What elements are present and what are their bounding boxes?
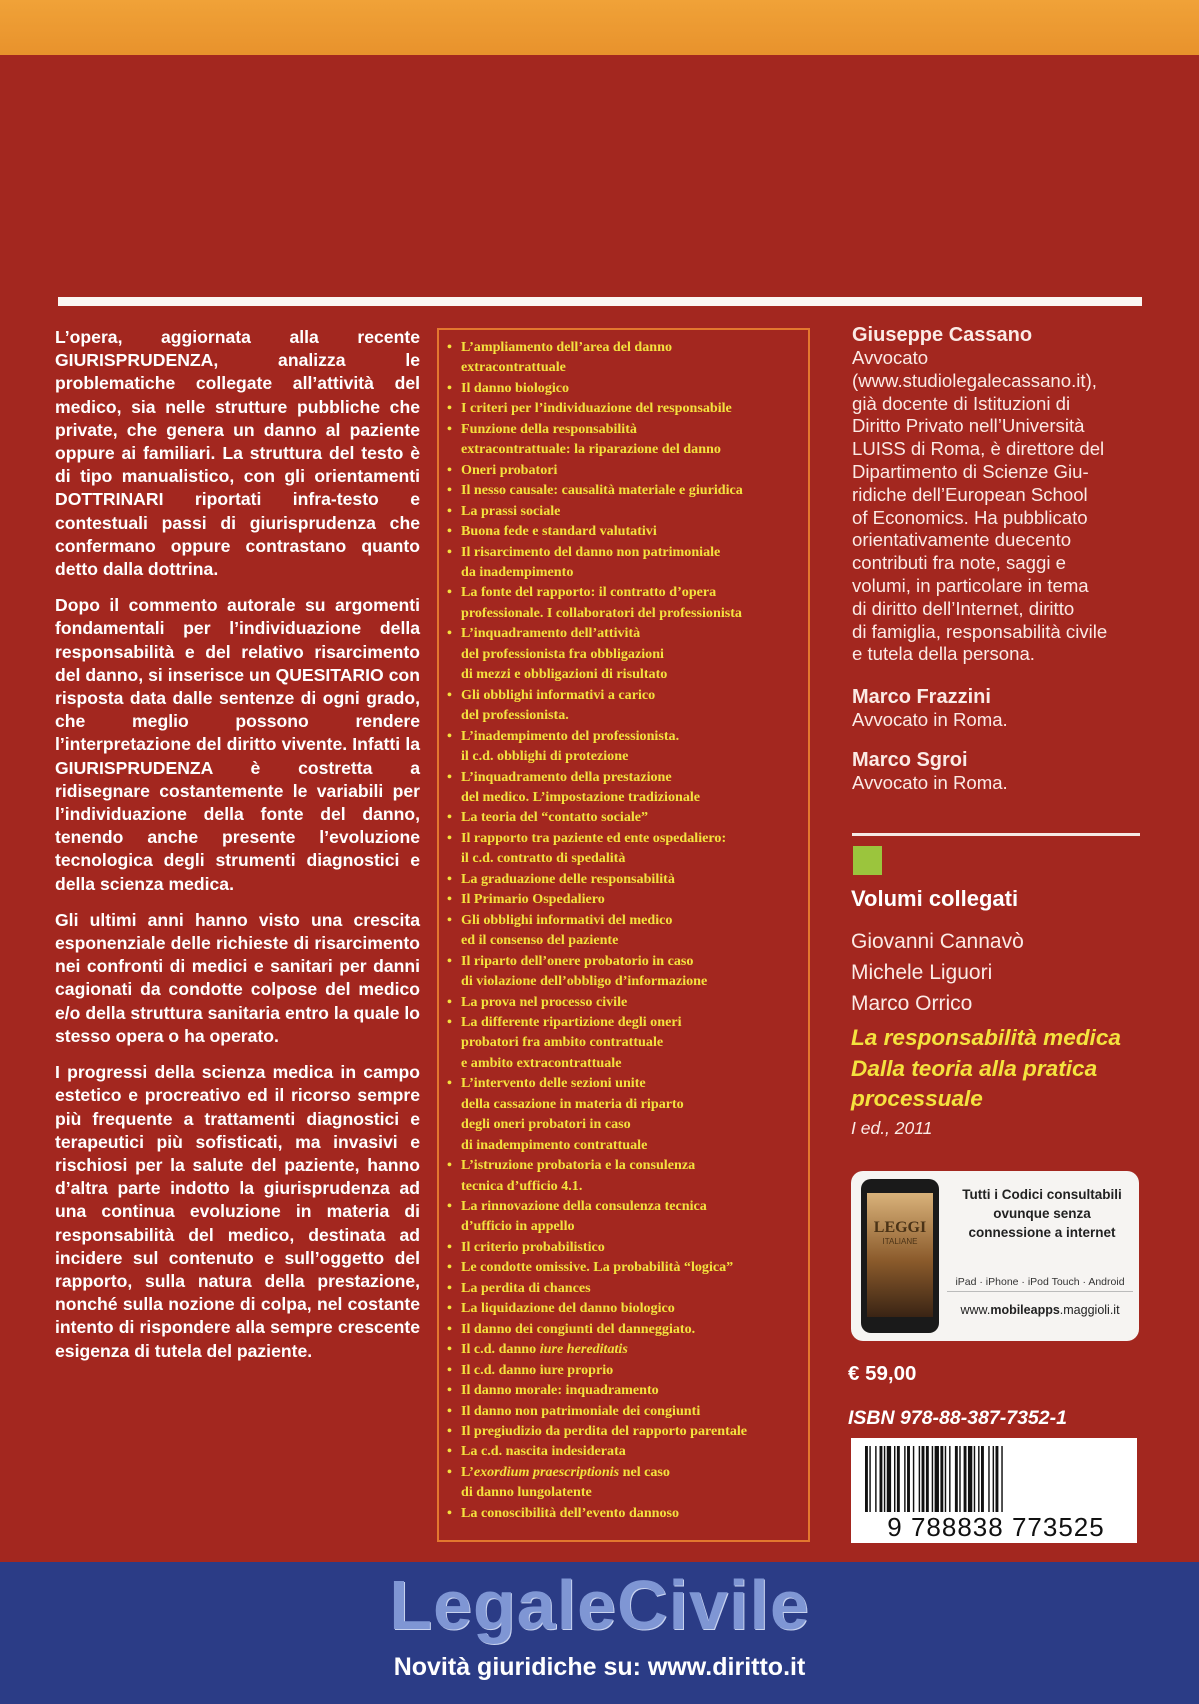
barcode-bar bbox=[959, 1446, 960, 1512]
toc-item bbox=[447, 1155, 807, 1196]
intro-text bbox=[55, 326, 420, 1376]
toc-item bbox=[447, 1319, 807, 1339]
toc-line: extracontrattuale bbox=[461, 359, 566, 376]
toc-line: extracontrattuale: la riparazione del danno bbox=[461, 441, 721, 458]
barcode bbox=[851, 1438, 1137, 1543]
toc-item bbox=[447, 910, 807, 951]
toc-item bbox=[447, 685, 807, 726]
phone-subtitle: ITALIANE bbox=[882, 1237, 918, 1246]
toc-line: Il danno non patrimoniale dei congiunti bbox=[461, 1402, 701, 1419]
barcode-bar bbox=[945, 1446, 946, 1512]
toc-line: La fonte del rapporto: il contratto d’opera bbox=[461, 584, 717, 601]
author-desc-line: di diritto dell’Internet, diritto bbox=[852, 597, 1075, 619]
ad-divider bbox=[947, 1291, 1133, 1292]
barcode-bar bbox=[932, 1446, 933, 1512]
toc-line: Il riparto dell’onere probatorio in caso bbox=[461, 952, 694, 969]
volumi-author: Giovanni Cannavò bbox=[851, 930, 1024, 953]
barcode-bar bbox=[880, 1446, 883, 1512]
toc-line: Il pregiudizio da perdita del rapporto parentale bbox=[461, 1423, 748, 1440]
ad-headline bbox=[952, 1185, 1132, 1242]
barcode-bar bbox=[988, 1446, 989, 1512]
volumi-heading: Volumi collegati bbox=[851, 886, 1019, 911]
volumi-author: Marco Orrico bbox=[851, 992, 973, 1015]
author-desc-line: Avvocato in Roma. bbox=[852, 709, 1008, 730]
toc-line: del medico. L’impostazione tradizionale bbox=[461, 788, 701, 805]
toc-item bbox=[447, 992, 807, 1012]
barcode-bar bbox=[955, 1446, 958, 1512]
brand-logo: LegaleCivile bbox=[389, 1566, 810, 1644]
barcode-bar bbox=[894, 1446, 895, 1512]
toc-item bbox=[447, 521, 807, 541]
barcode-bar bbox=[869, 1446, 870, 1512]
toc-line: d’ufficio in appello bbox=[461, 1218, 575, 1235]
toc-item bbox=[447, 419, 807, 460]
ad-devices: iPad · iPhone · iPod Touch · Android bbox=[955, 1276, 1125, 1288]
author-desc-line: e tutela della persona. bbox=[852, 643, 1035, 665]
barcode-bar bbox=[968, 1446, 972, 1512]
toc-line: L’istruzione probatoria e la consulenza bbox=[461, 1157, 696, 1174]
toc-item bbox=[447, 1257, 807, 1277]
mobile-app-ad bbox=[851, 1171, 1139, 1341]
toc-item bbox=[447, 378, 807, 398]
authors-divider bbox=[852, 833, 1140, 836]
isbn: ISBN 978-88-387-7352-1 bbox=[848, 1407, 1067, 1429]
barcode-number: 9 788838 773525 bbox=[887, 1512, 1105, 1542]
barcode-bar bbox=[865, 1446, 868, 1512]
phone-title: LEGGI bbox=[873, 1219, 927, 1236]
toc-line: Il c.d. danno iure hereditatis bbox=[461, 1341, 628, 1358]
author-desc-line: (www.studiolegalecassano.it), bbox=[852, 369, 1097, 391]
toc-line: tecnica d’ufficio 4.1. bbox=[461, 1177, 583, 1194]
toc-item bbox=[447, 1237, 807, 1257]
toc-item bbox=[447, 1401, 807, 1421]
toc-item bbox=[447, 1441, 807, 1461]
toc-line: Il criterio probabilistico bbox=[461, 1238, 605, 1255]
green-square-marker bbox=[853, 846, 882, 875]
author-desc-line: Dipartimento di Scienze Giu- bbox=[852, 460, 1089, 482]
author-name: Marco Frazzini bbox=[852, 686, 991, 708]
author-desc-line: volumi, in particolare in tema bbox=[852, 574, 1089, 596]
toc-item bbox=[447, 1462, 807, 1503]
barcode-bar bbox=[919, 1446, 920, 1512]
toc-item bbox=[447, 1196, 807, 1237]
phone-screen bbox=[867, 1193, 933, 1317]
toc-line: Buona fede e standard valutativi bbox=[461, 523, 657, 540]
barcode-bar bbox=[1001, 1446, 1002, 1512]
top-divider bbox=[58, 297, 1142, 306]
author-name: Giuseppe Cassano bbox=[852, 324, 1033, 346]
toc-item bbox=[447, 726, 807, 767]
toc-line: Il rapporto tra paziente ed ente ospedaliero: bbox=[461, 829, 727, 846]
toc-line: il c.d. obblighi di protezione bbox=[461, 748, 629, 765]
ad-url-suffix: .maggioli.it bbox=[1059, 1303, 1120, 1317]
author-desc-line: of Economics. Ha pubblicato bbox=[852, 506, 1088, 528]
toc-line: il c.d. contratto di spedalità bbox=[461, 850, 626, 867]
toc-line: Funzione della responsabilità bbox=[461, 420, 637, 437]
toc-item bbox=[447, 460, 807, 480]
toc-line: del professionista. bbox=[461, 707, 569, 724]
toc-line: L’exordium praescriptionis nel caso bbox=[461, 1463, 670, 1480]
toc-line: ed il consenso del paziente bbox=[461, 932, 619, 949]
volumi-title-line: La responsabilità medica bbox=[851, 1025, 1121, 1050]
toc-line: La rinnovazione della consulenza tecnica bbox=[461, 1198, 707, 1215]
toc-line: La teoria del “contatto sociale” bbox=[461, 809, 649, 826]
author-desc-line: orientativamente duecento bbox=[852, 529, 1072, 551]
table-of-contents bbox=[447, 337, 807, 1523]
toc-line: La prova nel processo civile bbox=[461, 993, 628, 1010]
author-desc-line: Avvocato in Roma. bbox=[852, 772, 1008, 793]
volumi-title-line: Dalla teoria alla pratica bbox=[851, 1055, 1098, 1081]
toc-line: professionale. I collaboratori del professionista bbox=[461, 604, 742, 621]
toc-line: La differente ripartizione degli oneri bbox=[461, 1013, 682, 1030]
toc-line: Il danno morale: inquadramento bbox=[461, 1382, 659, 1399]
toc-item bbox=[447, 542, 807, 583]
barcode-bar bbox=[884, 1446, 885, 1512]
barcode-bar bbox=[904, 1446, 905, 1512]
author-desc-line: Avvocato bbox=[852, 347, 929, 368]
barcode-bar bbox=[913, 1446, 914, 1512]
phone-image bbox=[861, 1179, 939, 1333]
toc-line: L’intervento delle sezioni unite bbox=[461, 1075, 646, 1092]
toc-line: di inadempimento contrattuale bbox=[461, 1136, 648, 1153]
barcode-bar bbox=[907, 1446, 910, 1512]
toc-line: Il Primario Ospedaliero bbox=[461, 891, 605, 908]
toc-line: La graduazione delle responsabilità bbox=[461, 870, 675, 887]
toc-line: L’inquadramento della prestazione bbox=[461, 768, 672, 785]
author-desc-line: LUISS di Roma, è direttore del bbox=[852, 438, 1105, 460]
volumi-author: Michele Liguori bbox=[851, 961, 993, 984]
toc-item bbox=[447, 1012, 807, 1073]
tagline: Novità giuridiche su: www.diritto.it bbox=[393, 1653, 806, 1681]
ad-url-bold: mobileapps bbox=[990, 1303, 1060, 1317]
author-name: Marco Sgroi bbox=[852, 749, 968, 771]
barcode-bar bbox=[996, 1446, 999, 1512]
author-block bbox=[852, 324, 1152, 666]
toc-item bbox=[447, 1503, 807, 1523]
barcode-bar bbox=[940, 1446, 943, 1512]
toc-line: Gli obblighi informativi del medico bbox=[461, 911, 673, 928]
toc-line: Il danno dei congiunti del danneggiato. bbox=[461, 1320, 696, 1337]
toc-line: La liquidazione del danno biologico bbox=[461, 1300, 675, 1317]
intro-paragraph-2: Dopo il commento autorale su argomenti fondamentali per l’individuazione della responsabilità e del relativo risarcimento del danno, si inserisce un QUESITARIO con risposta data dalle sentenze di ogni grado, che meglio possono rendere l’interpretazione del diritto vivente. Infatti la GIURISPRUDENZA è costretta a ridisegnare costantemente le variabili per l’individuazione della fonte del danno, tenendo anche presente l’evoluzione tecnologica degli strumenti diagnostici e della scienza medica. bbox=[55, 595, 420, 894]
toc-line: L’inquadramento dell’attività bbox=[461, 625, 641, 642]
volumi-edition: I ed., 2011 bbox=[851, 1118, 933, 1138]
toc-line: della cassazione in materia di riparto bbox=[461, 1095, 684, 1112]
toc-line: probatori fra ambito contrattuale bbox=[461, 1034, 664, 1051]
intro-paragraph-1: L’opera, aggiornata alla recente GIURISPRUDENZA, analizza le problematiche collegate all’attività del medico, sia nelle strutture pubbliche che private, che genera un danno al paziente oppure ai familiari. La struttura del testo è di tipo manualistico, con gli orientamenti DOTTRINARI riportati infra-testo e contestuali passi di giurisprudenza che confermano oppure contrastano quanto detto dalla dottrina. bbox=[55, 327, 420, 580]
toc-line: Gli obblighi informativi a carico bbox=[461, 686, 656, 703]
toc-item bbox=[447, 1380, 807, 1400]
author-desc-line: Diritto Privato nell’Università bbox=[852, 415, 1085, 437]
author-desc-line: contributi fra note, saggi e bbox=[852, 552, 1066, 574]
barcode-bar bbox=[981, 1446, 984, 1512]
toc-line: Il risarcimento del danno non patrimoniale bbox=[461, 543, 721, 560]
toc-line: Il c.d. danno iure proprio bbox=[461, 1361, 614, 1378]
intro-paragraph-3: Gli ultimi anni hanno visto una crescita esponenziale delle richieste di risarcimento nei confronti di medici e sanitari per danni cagionati da condotte colpose del medico e/o della struttura sanitaria entro la quale lo stesso opera o ha operato. bbox=[55, 909, 420, 1046]
toc-item bbox=[447, 828, 807, 869]
toc-item bbox=[447, 869, 807, 889]
toc-item bbox=[447, 1278, 807, 1298]
toc-item bbox=[447, 1339, 807, 1359]
toc-line: e ambito extracontrattuale bbox=[461, 1054, 622, 1071]
toc-line: di mezzi e obbligazioni di risultato bbox=[461, 666, 668, 683]
toc-item bbox=[447, 951, 807, 992]
toc-line: del professionista fra obbligazioni bbox=[461, 645, 664, 662]
toc-item bbox=[447, 767, 807, 808]
price: € 59,00 bbox=[848, 1362, 917, 1385]
toc-line: Le condotte omissive. La probabilità “logica” bbox=[461, 1259, 734, 1276]
toc-line: Il danno biologico bbox=[461, 379, 570, 396]
volumi-title bbox=[851, 1023, 1151, 1115]
toc-line: Il nesso causale: causalità materiale e giuridica bbox=[461, 482, 743, 499]
barcode-bar bbox=[897, 1446, 900, 1512]
barcode-bar bbox=[993, 1446, 994, 1512]
toc-item bbox=[447, 1421, 807, 1441]
toc-item bbox=[447, 623, 807, 684]
ad-url[interactable] bbox=[947, 1303, 1133, 1317]
volumi-title-line: processuale bbox=[851, 1086, 983, 1111]
toc-line: La prassi sociale bbox=[461, 502, 561, 519]
toc-item bbox=[447, 398, 807, 418]
barcode-bar bbox=[922, 1446, 925, 1512]
top-orange-band bbox=[0, 0, 1199, 55]
author-desc-line: ridiche dell’European School bbox=[852, 483, 1088, 505]
toc-item bbox=[447, 480, 807, 500]
toc-line: I criteri per l’individuazione del responsabile bbox=[461, 400, 732, 417]
toc-line: L’inadempimento del professionista. bbox=[461, 727, 680, 744]
author-desc-line: già docente di Istituzioni di bbox=[852, 392, 1071, 414]
barcode-bar bbox=[974, 1446, 975, 1512]
toc-line: La conoscibilità dell’evento dannoso bbox=[461, 1504, 680, 1521]
barcode-bar bbox=[875, 1446, 876, 1512]
barcode-bars bbox=[865, 1446, 1127, 1512]
author-block bbox=[852, 749, 1152, 795]
ad-line: ovunque senza bbox=[993, 1206, 1091, 1221]
toc-item bbox=[447, 807, 807, 827]
toc-item bbox=[447, 1298, 807, 1318]
toc-line: La c.d. nascita indesiderata bbox=[461, 1443, 626, 1460]
toc-item bbox=[447, 582, 807, 623]
toc-line: di danno lungolatente bbox=[461, 1484, 592, 1501]
toc-line: Oneri probatori bbox=[461, 461, 558, 478]
barcode-bar bbox=[887, 1446, 891, 1512]
toc-item bbox=[447, 889, 807, 909]
intro-paragraph-4: I progressi della scienza medica in campo estetico e procreativo ed il ricorso sempre più frequente a trattamenti diagnostici e terapeutici più sofisticati, ma invasivi e rischiosi per la salute del paziente, hanno d’altra parte indotto la giurisprudenza ad una continua evoluzione in materia di responsabilità del medico, destinata ad incidere sul contenuto e sull’oggetto del rapporto, sulla natura della prestazione, nonché sulla nozione di colpa, nel costante intento di rispondere alla sempre crescente esigenza di tutela del paziente. bbox=[55, 1062, 420, 1361]
toc-item bbox=[447, 501, 807, 521]
author-desc-line: di famiglia, responsabilità civile bbox=[852, 620, 1108, 642]
barcode-bar bbox=[978, 1446, 979, 1512]
toc-line: da inadempimento bbox=[461, 563, 574, 580]
barcode-bar bbox=[964, 1446, 967, 1512]
barcode-bar bbox=[935, 1446, 939, 1512]
author-block bbox=[852, 686, 1152, 732]
toc-item bbox=[447, 1073, 807, 1155]
toc-line: degli oneri probatori in caso bbox=[461, 1116, 631, 1133]
toc-line: di violazione dell’obbligo d’informazione bbox=[461, 973, 708, 990]
barcode-bar bbox=[926, 1446, 929, 1512]
ad-line: connessione a internet bbox=[968, 1225, 1116, 1240]
toc-item bbox=[447, 337, 807, 378]
toc-line: L’ampliamento dell’area del danno bbox=[461, 339, 673, 355]
ad-url-prefix: www. bbox=[960, 1303, 991, 1317]
toc-item bbox=[447, 1360, 807, 1380]
barcode-bar bbox=[949, 1446, 950, 1512]
ad-line: Tutti i Codici consultabili bbox=[962, 1187, 1122, 1202]
toc-line: La perdita di chances bbox=[461, 1279, 591, 1296]
